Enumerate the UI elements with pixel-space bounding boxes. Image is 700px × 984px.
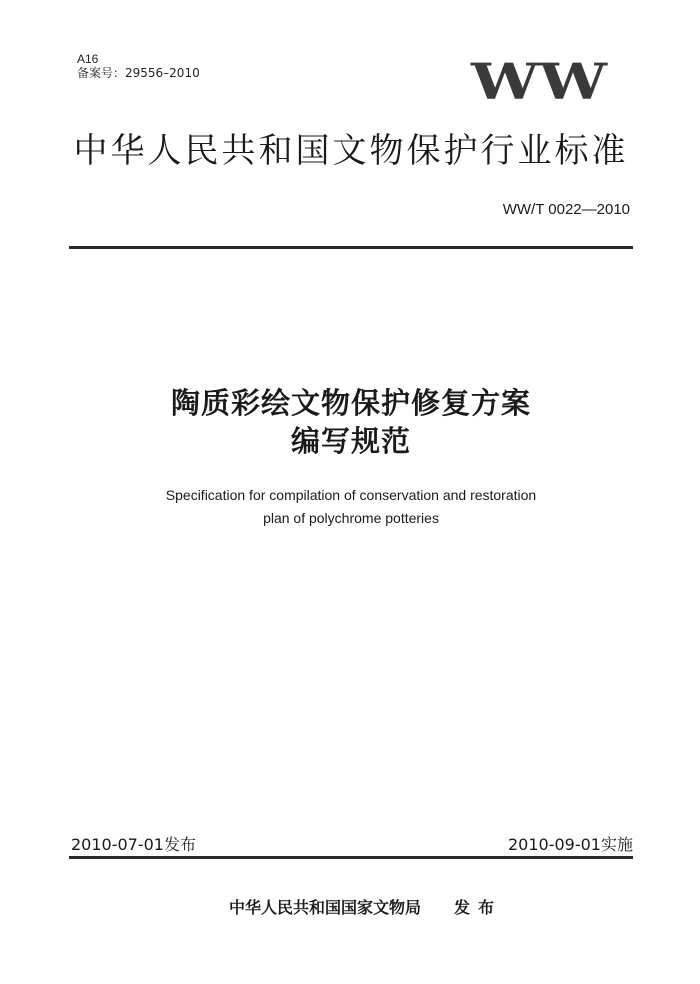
- record-number: 备案号：29556–2010: [77, 66, 200, 80]
- classification-code: A16: [77, 52, 99, 66]
- footer-divider: [69, 856, 633, 859]
- publish-label: 发布: [454, 898, 503, 917]
- document-title-en-line2: plan of polychrome potteries: [263, 510, 439, 526]
- issue-date: 2010-07-01发布: [71, 835, 196, 854]
- publisher-name: 中华人民共和国国家文物局: [229, 898, 422, 917]
- header-divider: [69, 246, 633, 249]
- logo-text: WW: [470, 58, 608, 104]
- document-title-cn-line2: 编写规范: [290, 424, 411, 458]
- document-title-en-line1: Specification for compilation of conservation and restoration: [165, 487, 537, 503]
- ww-standard-logo-icon: [470, 58, 608, 104]
- document-title-cn-line1: 陶质彩绘文物保护修复方案: [170, 386, 531, 420]
- standard-category-title: 中华人民共和国文物保护行业标准: [73, 131, 629, 171]
- ww-logo: [470, 58, 608, 104]
- implementation-date: 2010-09-01实施: [508, 835, 633, 854]
- standard-code: WW/T 0022—2010: [502, 201, 630, 218]
